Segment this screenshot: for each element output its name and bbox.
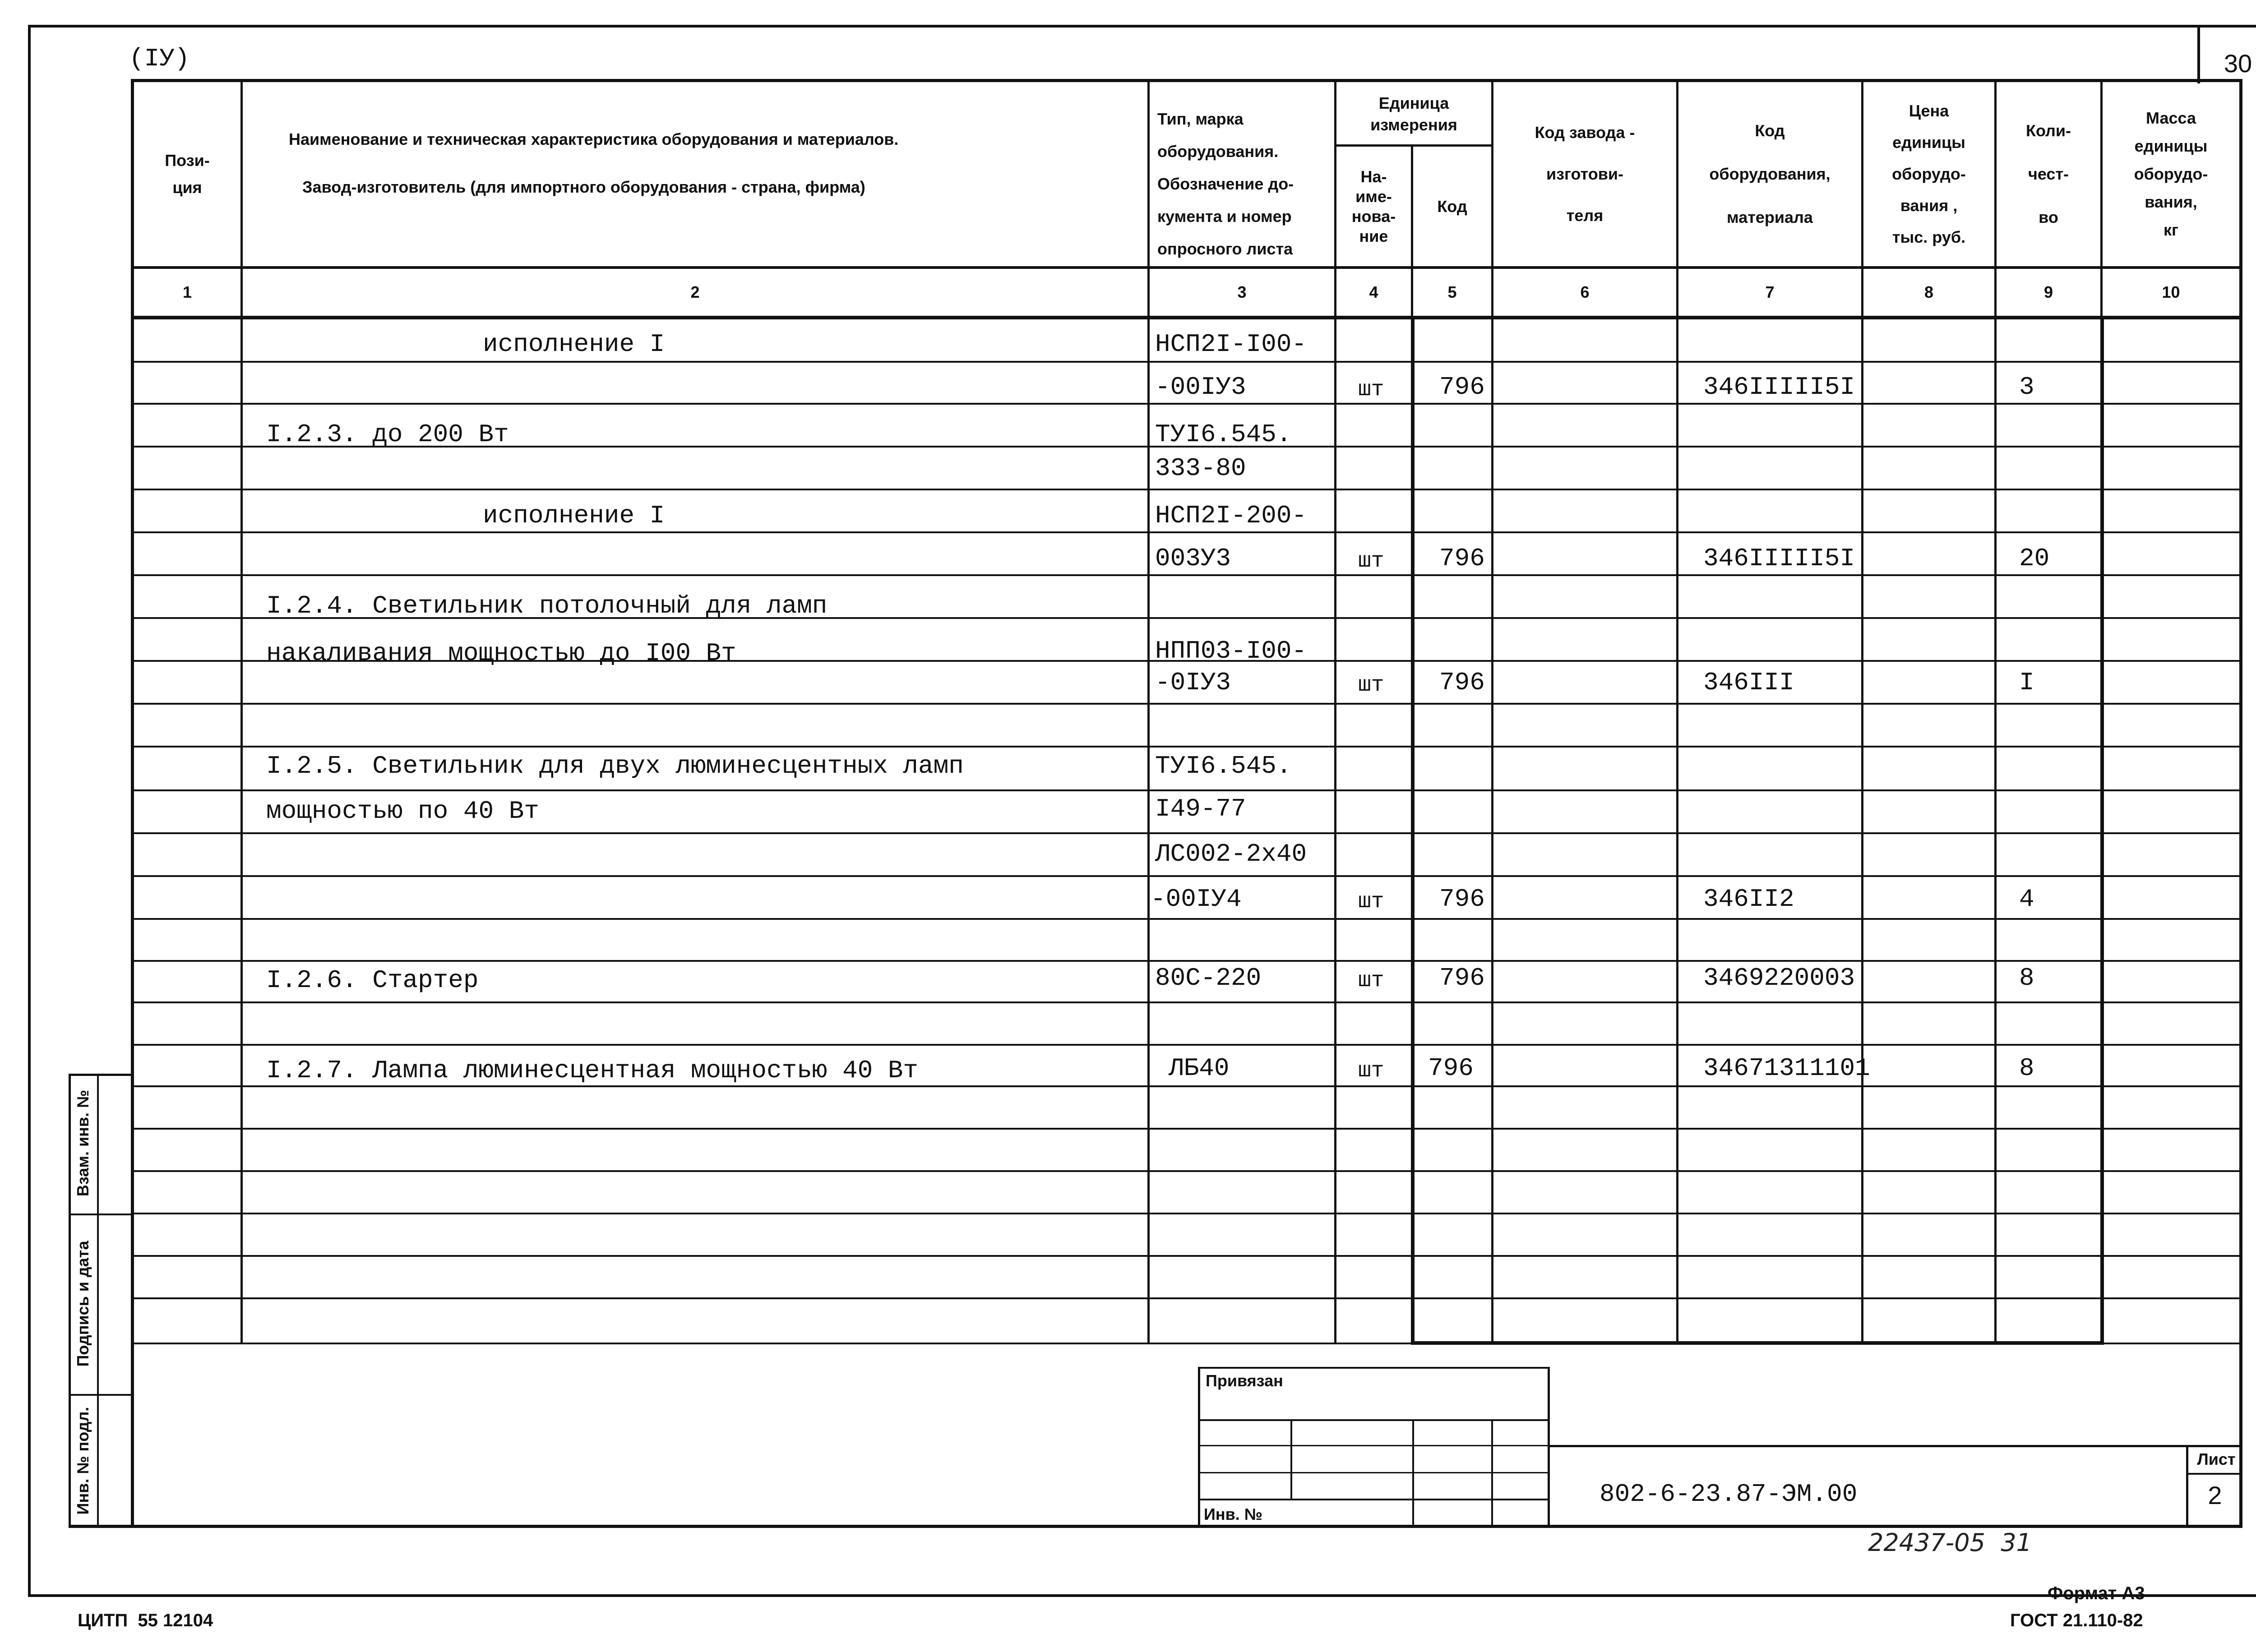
item-type: ЛС002-2х40 xyxy=(1155,840,1307,868)
sheet-label: Лист xyxy=(2197,1450,2236,1468)
item-name: накаливания мощностью до I00 Вт xyxy=(266,639,736,668)
item-type: ТУI6.545. xyxy=(1155,420,1292,449)
header-unit: Единица измерения xyxy=(1370,93,1457,134)
header-type: Тип, марка оборудования. Обозначение до- кумента и номер опросного листа xyxy=(1157,110,1294,258)
stamp-inv-podl: Инв. № подл. xyxy=(74,1407,92,1515)
item-quantity: 8 xyxy=(2019,964,2034,992)
item-name: I.2.5. Светильник для двух люминесцентных ламп xyxy=(266,752,964,780)
item-quantity: I xyxy=(2019,668,2034,697)
item-name: мощностью по 40 Вт xyxy=(266,797,539,826)
item-unit: шт xyxy=(1358,890,1384,914)
sheet-number: 2 xyxy=(2208,1481,2222,1509)
item-equipment-code: 346IIIII5I xyxy=(1703,373,1855,401)
item-equipment-code: 346IIIII5I xyxy=(1703,544,1855,573)
item-type: НСП2I-I00- xyxy=(1155,330,1307,359)
item-name: I.2.6. Стартер xyxy=(266,966,479,995)
item-type: 80С-220 xyxy=(1155,964,1262,992)
item-type: I49-77 xyxy=(1155,794,1246,823)
item-unit-code: 796 xyxy=(1439,964,1485,992)
column-number: 9 xyxy=(2043,283,2053,301)
item-quantity: 3 xyxy=(2019,373,2034,401)
item-type: -00IУ3 xyxy=(1155,373,1246,401)
header-equipment-code: Код оборудования, материала xyxy=(1709,121,1831,226)
section-mark: (IУ) xyxy=(129,44,190,73)
header-price: Цена единицы оборудо- вания , тыс. руб. xyxy=(1892,102,1966,246)
header-name-line2: Завод-изготовитель (для импортного оборудования - страна, фирма) xyxy=(302,178,865,196)
stamp-vzam-inv: Взам. инв. № xyxy=(74,1089,92,1197)
item-unit: шт xyxy=(1358,673,1384,697)
column-number: 5 xyxy=(1447,283,1457,301)
column-number: 4 xyxy=(1369,283,1378,301)
column-number: 7 xyxy=(1765,283,1775,301)
item-type: 003У3 xyxy=(1155,544,1231,573)
format-label: Формат А3 xyxy=(2048,1583,2145,1603)
header-unit-code: Код xyxy=(1437,197,1467,216)
item-equipment-code: 3469220003 xyxy=(1703,964,1855,992)
title-privyazan: Привязан xyxy=(1206,1371,1283,1390)
item-unit-code: 796 xyxy=(1439,885,1485,914)
item-unit: шт xyxy=(1358,969,1384,993)
item-type: -00IУ4 xyxy=(1151,885,1242,914)
header-plant-code: Код завода - изготови- теля xyxy=(1535,123,1635,225)
item-type: ЛБ40 xyxy=(1169,1054,1230,1083)
column-number: 6 xyxy=(1580,283,1590,301)
header-mass: Масса единицы оборудо- вания, кг xyxy=(2134,109,2208,239)
header-unit-name: На- име- нова- ние xyxy=(1351,167,1396,245)
column-number: 10 xyxy=(2162,283,2180,301)
item-unit: шт xyxy=(1358,1059,1384,1083)
column-number: 8 xyxy=(1924,283,1934,301)
handwritten-number: 22437-05 31 xyxy=(1868,1528,2032,1557)
item-quantity: 4 xyxy=(2019,885,2034,914)
header-position: Пози- ция xyxy=(165,151,210,197)
item-unit-code: 796 xyxy=(1439,668,1485,697)
item-type: -0IУ3 xyxy=(1155,668,1231,697)
item-quantity: 20 xyxy=(2019,544,2050,573)
item-unit-code: 796 xyxy=(1428,1054,1474,1083)
stamp-podpis-data: Подпись и дата xyxy=(74,1241,92,1367)
document-code: 802-6-23.87-ЭМ.00 xyxy=(1600,1480,1858,1509)
header-quantity: Коли- чест- во xyxy=(2025,121,2071,226)
item-name: I.2.3. до 200 Вт xyxy=(266,420,509,449)
item-name: исполнение I xyxy=(483,330,665,359)
item-type: 333-80 xyxy=(1155,454,1246,483)
item-type: НПП03-I00- xyxy=(1155,637,1307,665)
corner-page-number: 30 xyxy=(2224,49,2252,78)
item-unit: шт xyxy=(1358,549,1384,573)
publisher-label: ЦИТП 55 12104 xyxy=(78,1610,213,1630)
gost-label: ГОСТ 21.110-82 xyxy=(2010,1610,2143,1630)
item-quantity: 8 xyxy=(2019,1054,2034,1083)
item-equipment-code: 346II2 xyxy=(1703,885,1794,914)
item-type: НСП2I-200- xyxy=(1155,501,1307,530)
item-unit: шт xyxy=(1358,378,1384,402)
item-unit-code: 796 xyxy=(1439,544,1485,573)
column-number: 2 xyxy=(690,283,700,301)
item-name: исполнение I xyxy=(483,501,665,530)
header-name-line1: Наименование и техническая характеристика оборудования и материалов. xyxy=(289,130,899,148)
item-equipment-code: 34671311101 xyxy=(1703,1054,1870,1083)
column-number: 1 xyxy=(182,283,192,301)
item-equipment-code: 346III xyxy=(1703,668,1794,697)
item-name: I.2.4. Светильник потолочный для ламп xyxy=(266,591,828,620)
column-number: 3 xyxy=(1237,283,1247,301)
item-type: ТУI6.545. xyxy=(1155,752,1292,780)
item-unit-code: 796 xyxy=(1439,373,1485,401)
title-inv-no: Инв. № xyxy=(1204,1505,1262,1523)
item-name: I.2.7. Лампа люминесцентная мощностью 40 Вт xyxy=(266,1056,919,1085)
